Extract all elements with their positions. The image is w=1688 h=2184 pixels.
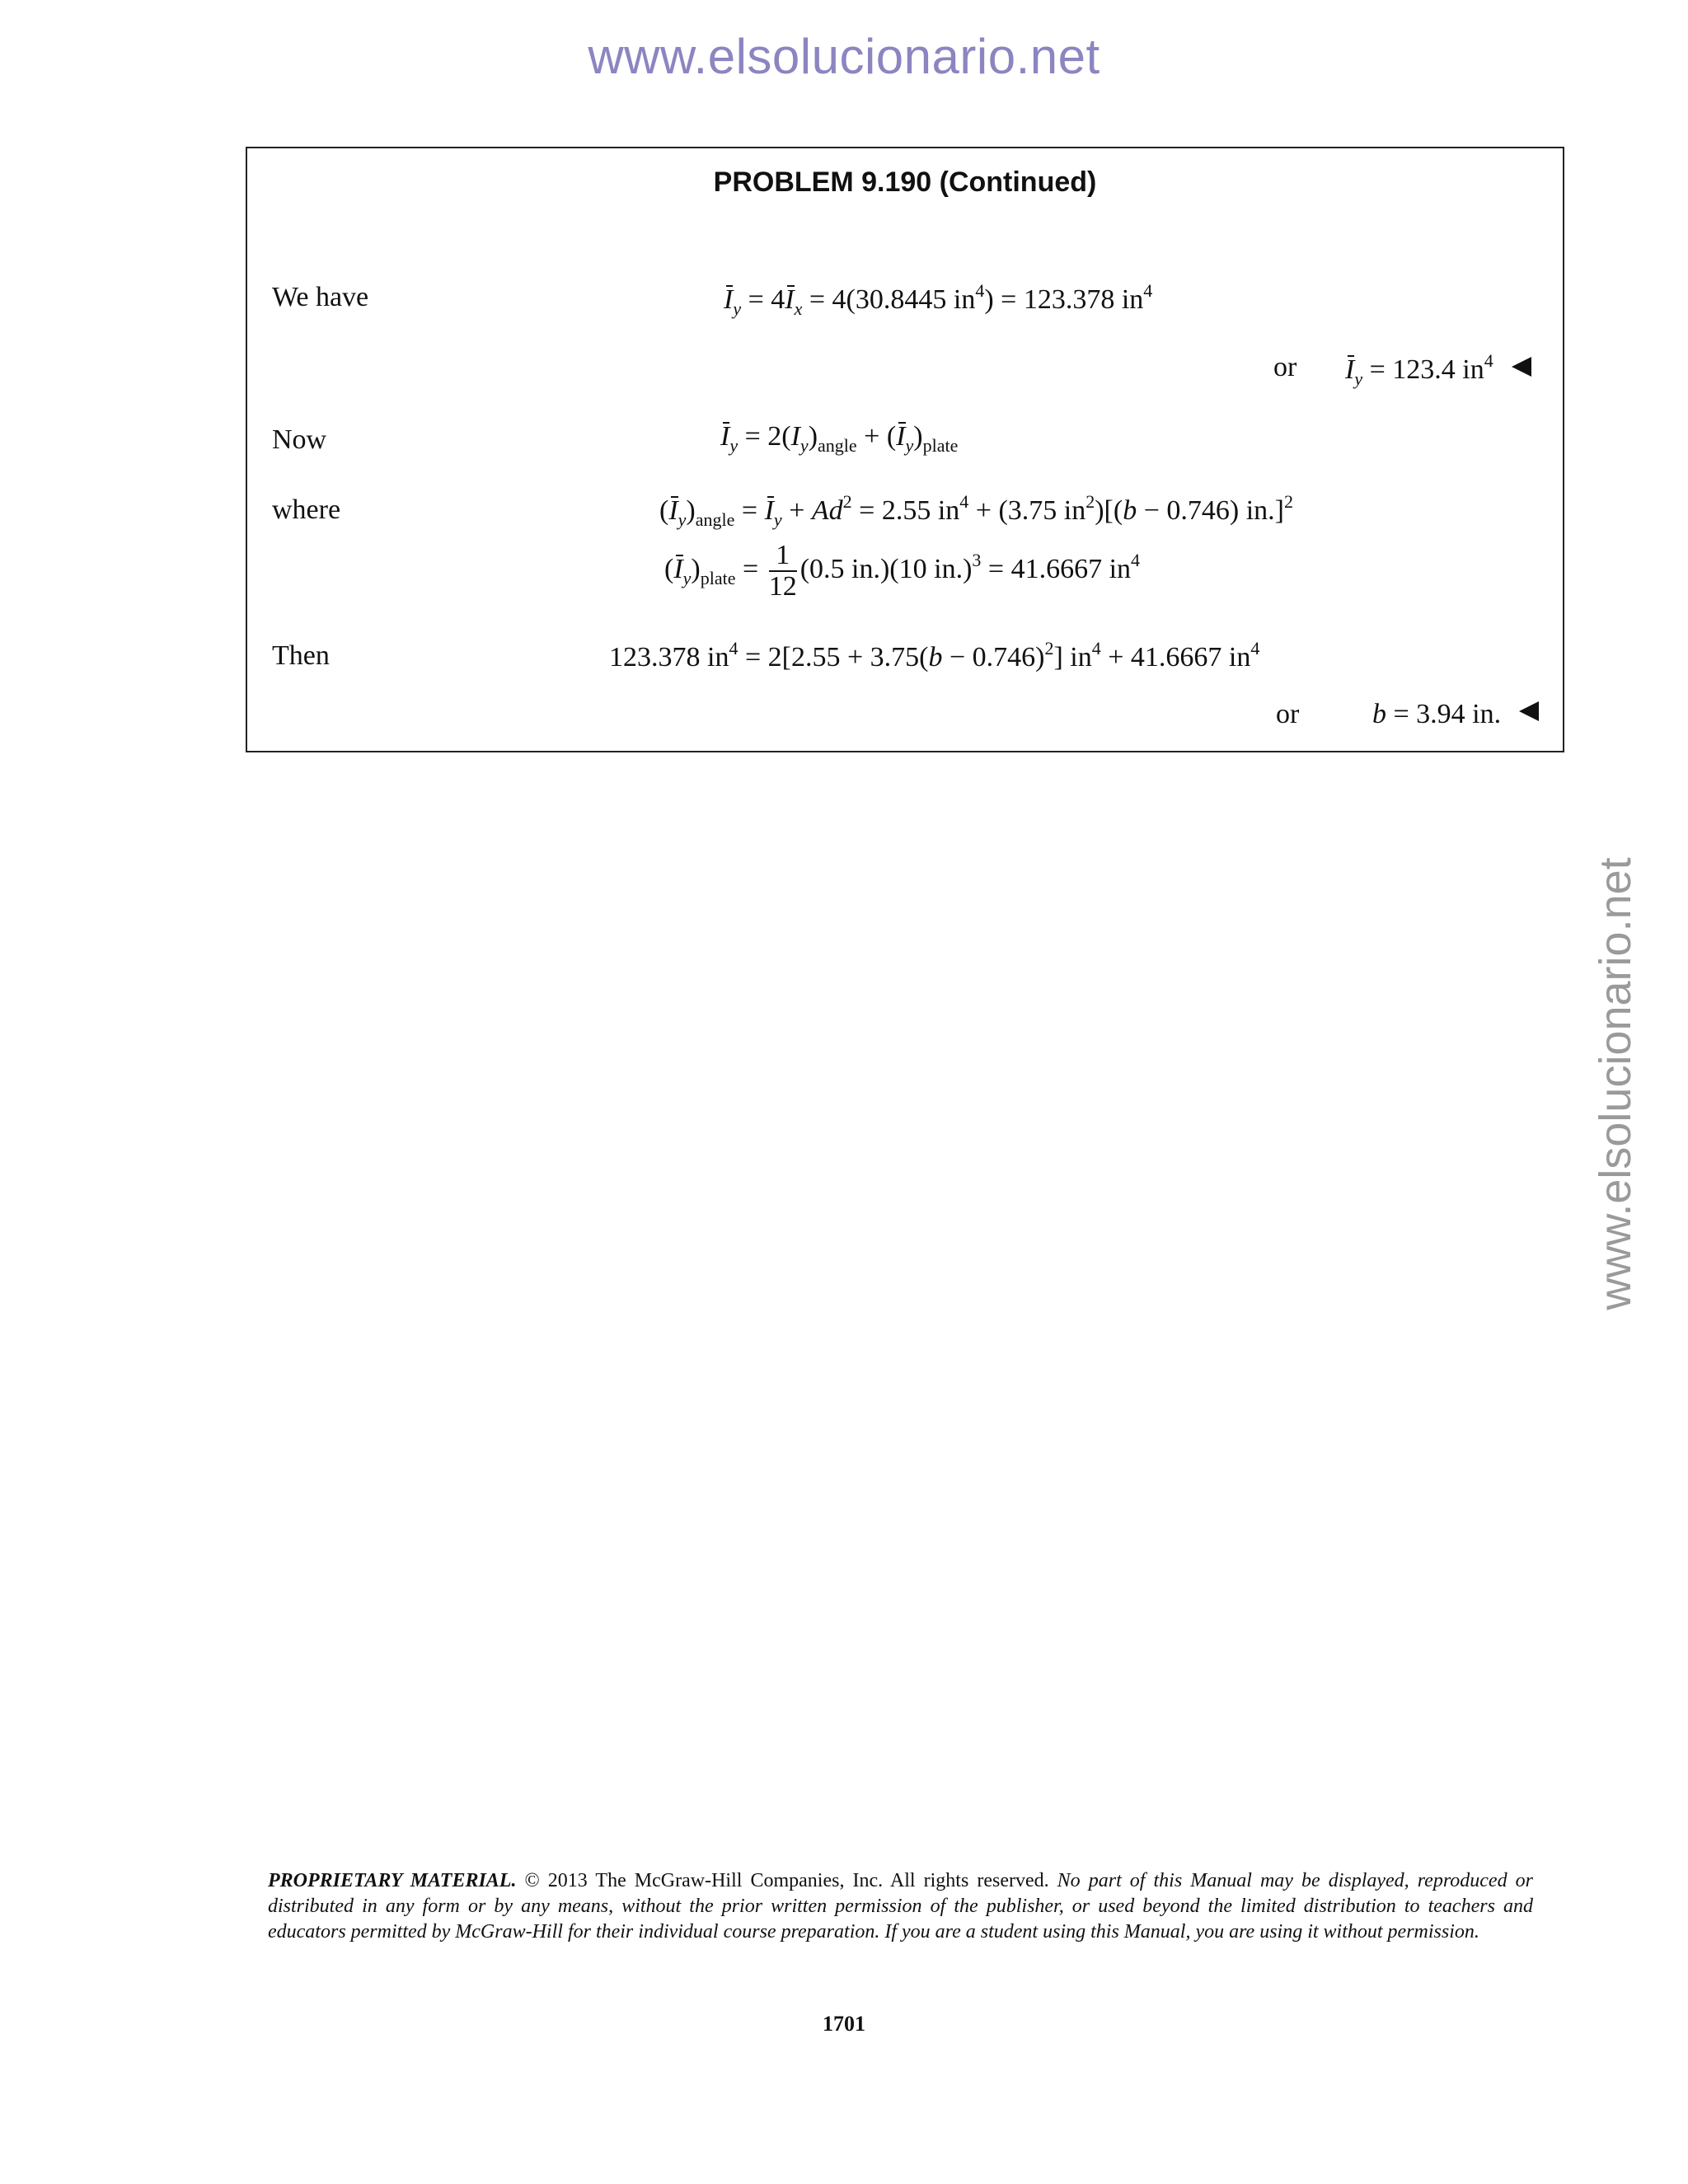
equation-iy-angle: $(I_y)_{angle} = I_y + Ad^2 = 2.55$ $in^4 + (3.75$ $in^2)[(b - 0.746)$ in.]$^2$ [659,491,1293,530]
problem-box [246,147,1564,752]
fraction-one-twelfth: $\frac{1}{12}$ [768,540,797,602]
label-then: Then [272,640,330,671]
label-we-have: We have [272,282,369,312]
equation-iy-sum: $I_y = 2(I_y)_{angle} + (I_y)_{plate}$ [720,421,959,456]
answer-marker-icon [1512,357,1531,377]
answer-b: b = 3.94 in. [1372,699,1539,730]
label-now: Now [272,424,327,455]
answer-iy: $I_y = 123.4$ $in^4$ [1345,350,1531,390]
page-number: 1701 [823,2012,865,2036]
equation-iy-plate: $(I_y)_{plate}$ = $\frac{1}{12}$ (0.5 in.)(10 in.)$^3$ = 41.6667 $in^4$ [664,540,1141,602]
label-where: where [272,494,341,525]
answer-marker-icon [1519,701,1539,721]
label-or-2: or [1276,699,1300,729]
label-or-1: or [1273,352,1297,382]
equation-iy-eq-4ix: $I_y = 4I_x = 4(30.8445$ $in^4) = 123.378$ $in^4$ [724,280,1153,319]
watermark-top: www.elsolucionario.net [588,29,1100,84]
watermark-side: www.elsolucionario.net [1591,857,1640,1310]
problem-title: PROBLEM 9.190 (Continued) [713,166,1097,198]
copyright-footer: PROPRIETARY MATERIAL. © 2013 The McGraw-Hill Companies, Inc. All rights reserved. No part of this Manual may be displayed, reproduced or distributed in any form or by any means, without the prior written permission of the publisher, or used beyond the limited distribution to teachers and educators permitted by McGraw-Hill for their individual course preparation. If you are a student using this Manual, you are using it without permission. [268,1870,1533,1943]
equation-then: 123.378 $in^4 = 2[2.55 + 3.75(b - 0.746)^2] in^4 + 41.6667$ $in^4$ [609,638,1260,673]
